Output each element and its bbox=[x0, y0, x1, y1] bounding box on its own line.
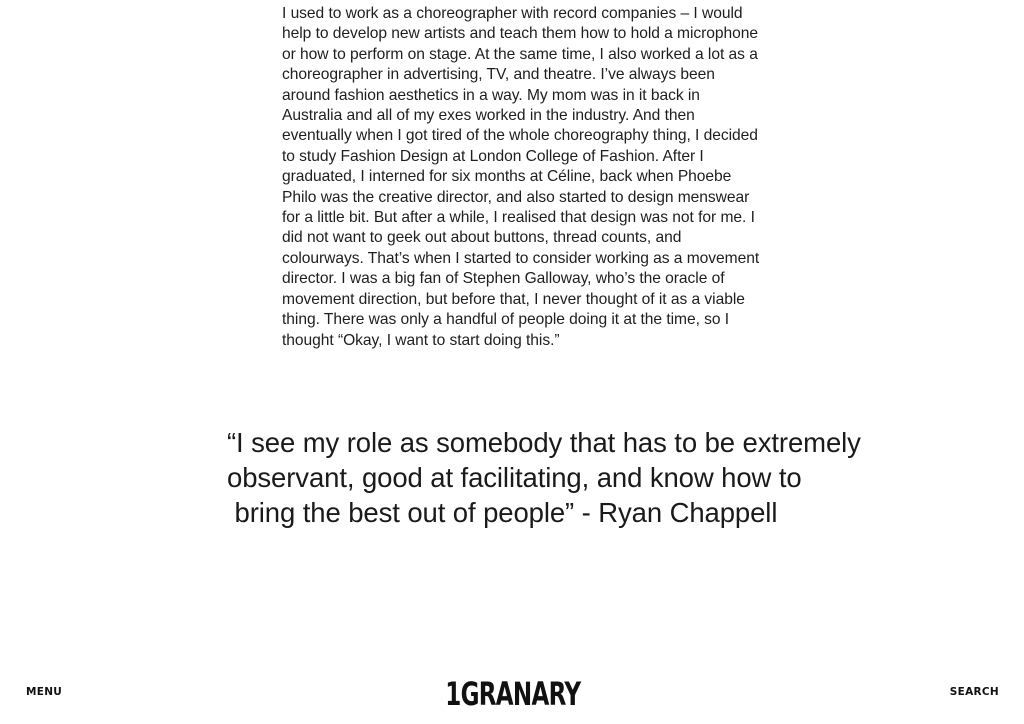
pull-quote-line: bring the best out of people” - Ryan Chappell bbox=[227, 497, 778, 528]
article-line: colourways. That’s when I started to consider working as a movement bbox=[282, 249, 760, 267]
article-line: I used to work as a choreographer with record companies – I would bbox=[282, 5, 743, 22]
article-line: around fashion aesthetics in a way. My mom was in it back in bbox=[282, 86, 700, 104]
article-line: director. I was a big fan of Stephen Galloway, who’s the oracle of bbox=[282, 270, 725, 288]
article-line: Australia and all of my exes worked in the industry. And then bbox=[282, 107, 695, 125]
article-line: or how to perform on stage. At the same time, I also worked a lot as a bbox=[282, 45, 758, 63]
article-line: eventually when I got tired of the whole choreography thing, I decided bbox=[282, 127, 758, 145]
menu-button[interactable]: MENU bbox=[26, 686, 63, 698]
site-logo-wordmark: 1GRANARY bbox=[445, 675, 581, 713]
search-button[interactable]: SEARCH bbox=[949, 686, 999, 698]
pull-quote-line: “I see my role as somebody that has to be extremely bbox=[227, 427, 861, 458]
article-body bbox=[282, 4, 812, 351]
article-line: thought “Okay, I want to start doing this.” bbox=[282, 331, 560, 349]
pull-quote bbox=[227, 425, 927, 530]
article-line: choreographer in advertising, TV, and theatre. I’ve always been bbox=[282, 66, 715, 84]
article-line: to study Fashion Design at London College of Fashion. After I bbox=[282, 147, 704, 165]
article-line: graduated, I interned for six months at Céline, back when Phoebe bbox=[282, 168, 732, 186]
pull-quote-line: observant, good at facilitating, and know how to bbox=[227, 462, 802, 493]
article-line: Philo was the creative director, and also started to design menswear bbox=[282, 188, 750, 206]
site-logo[interactable] bbox=[428, 676, 598, 712]
article-line: movement direction, but before that, I never thought of it as a viable bbox=[282, 290, 745, 308]
footer-bar bbox=[0, 672, 1024, 724]
article-line: did not want to geek out about buttons, thread counts, and bbox=[282, 229, 682, 247]
article-line: thing. There was only a handful of people doing it at the time, so I bbox=[282, 311, 730, 329]
article-line: help to develop new artists and teach them how to hold a microphone bbox=[282, 25, 759, 43]
article-line: for a little bit. But after a while, I realised that design was not for me. I bbox=[282, 209, 755, 227]
